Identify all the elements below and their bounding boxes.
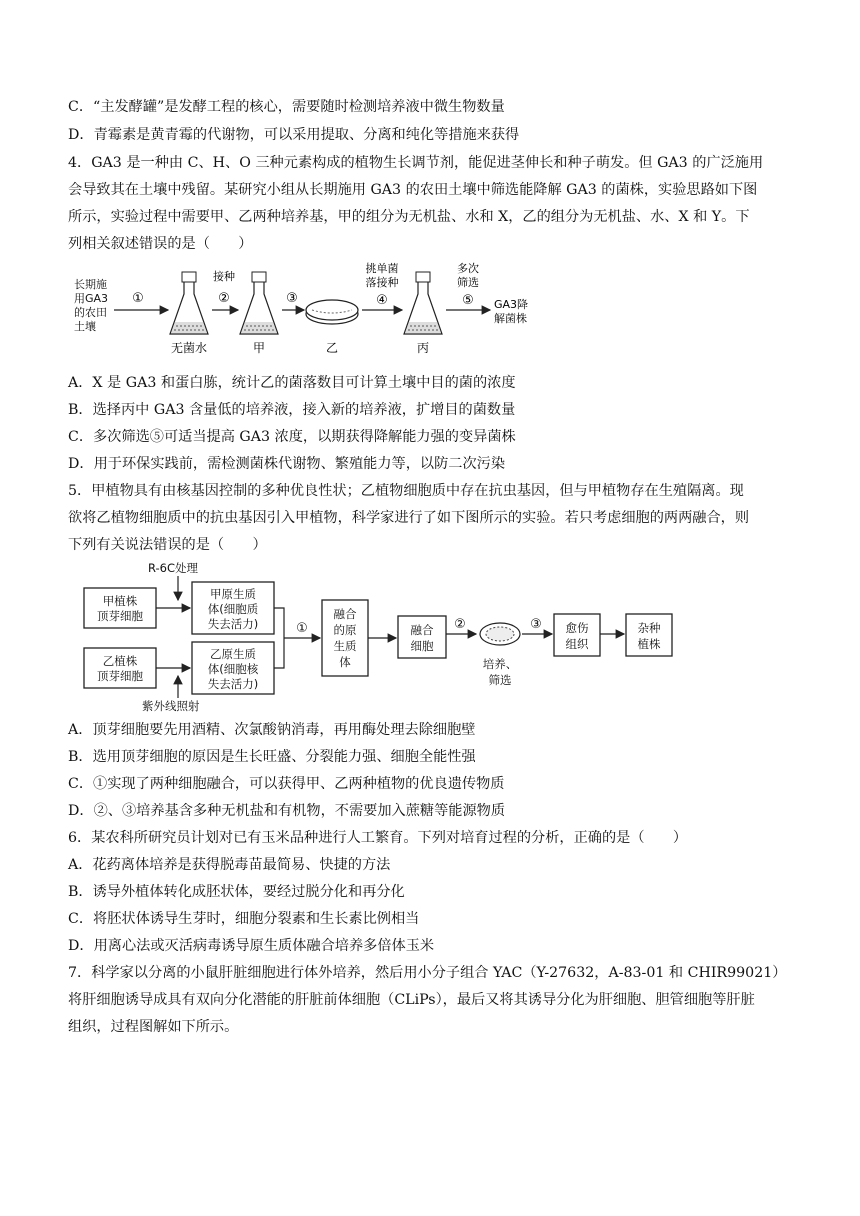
callus-label-2: 组织 [565,637,589,651]
q3-option-d: D．青霉素是黄青霉的代谢物，可以采用提取、分离和纯化等措施来获得 [68,127,520,143]
proto-b-label-3: 失去活力) [207,677,259,691]
proto-b-label-2: 体(细胞核 [207,662,259,676]
culture-label-2: 筛选 [488,673,512,687]
q7-stem-line-3: 组织，过程图解如下所示。 [68,1019,239,1035]
result-label-2: 解菌株 [494,312,527,325]
q4-stem-line-1: 4．GA3 是一种由 C、H、O 三种元素构成的植物生长调节剂，能促进茎伸长和种子萌发。但 GA3 的广泛施用 [68,155,764,171]
step-4-marker: ④ [376,293,388,308]
flask-1-label: 无菌水 [170,341,208,355]
q5-option-a: A．顶芽细胞要先用酒精、次氯酸钠消毒，再用酶处理去除细胞壁 [68,722,476,738]
flask-icon [170,272,208,334]
step-2-marker: ② [454,617,466,632]
fused-proto-label-2: 的原 [333,623,357,637]
q5-stem-line-2: 欲将乙植物细胞质中的抗虫基因引入甲植物，科学家进行了如下图所示的实验。若只考虑细胞的两两融合，则 [68,510,750,526]
step-2-marker: ② [218,291,230,306]
q6-option-b: B．诱导外植体转化成胚状体，要经过脱分化和再分化 [68,884,405,900]
fused-proto-label-3: 生质 [333,639,357,653]
fused-proto-label-1: 融合 [333,607,357,621]
flask-3-label: 丙 [416,341,430,355]
plant-b-label-2: 顶芽细胞 [97,669,143,683]
flask-icon [240,272,278,334]
fused-cell-label-2: 细胞 [410,639,434,653]
soil-label-3: 的农田 [74,306,107,319]
step-5-label-1: 多次 [457,262,479,275]
proto-a-label-1: 甲原生质 [210,587,256,601]
q5-option-c: C．①实现了两种细胞融合，可以获得甲、乙两种植物的优良遗传物质 [68,776,505,792]
culture-label-1: 培养、 [482,657,518,671]
step-3-marker: ③ [530,617,542,632]
step-5-marker: ⑤ [462,293,474,308]
q5-option-b: B．选用顶芽细胞的原因是生长旺盛、分裂能力强、细胞全能性强 [68,749,476,765]
soil-label-4: 土壤 [74,320,96,333]
q7-stem-line-2: 将肝细胞诱导成具有双向分化潜能的肝脏前体细胞（CLiPs），最后又将其诱导分化为肝细胞、胆管细胞等肝脏 [68,992,755,1008]
step-4-label-2: 落接种 [365,276,399,289]
dish-label: 乙 [325,341,339,355]
step-5-label-2: 筛选 [457,276,479,289]
q6-option-d: D．用离心法或灭活病毒诱导原生质体融合培养多倍体玉米 [68,938,435,954]
plant-b-label-1: 乙植株 [102,654,138,668]
callus-label-1: 愈伤 [565,621,589,635]
q4-experiment-figure [70,262,550,362]
flask-icon [404,272,442,334]
q4-stem-line-3: 所示，实验过程中需要甲、乙两种培养基，甲的组分为无机盐、水和 X，乙的组分为无机盐、水、X 和 Y。下 [68,209,750,225]
step-1-marker: ① [296,621,308,636]
proto-a-label-2: 体(细胞质 [207,602,259,616]
step-1-marker: ① [132,291,144,306]
q4-option-a: A．X 是 GA3 和蛋白胨，统计乙的菌落数目可计算土壤中目的菌的浓度 [68,375,516,391]
q4-option-d: D．用于环保实践前，需检测菌株代谢物、繁殖能力等，以防二次污染 [68,456,506,472]
q3-option-c: C．“主发酵罐”是发酵工程的核心，需要随时检测培养液中微生物数量 [68,99,505,115]
r6c-label: R-6C处理 [148,561,199,575]
plant-a-label-2: 顶芽细胞 [97,609,143,623]
q4-stem-line-2: 会导致其在土壤中残留。某研究小组从长期施用 GA3 的农田土壤中筛选能降解 GA3 的菌株，实验思路如下图 [68,182,758,198]
result-label-1: GA3降 [494,298,529,311]
soil-label-1: 长期施 [74,278,107,291]
step-2-label: 接种 [213,270,235,283]
uv-label: 紫外线照射 [142,699,200,712]
q4-option-b: B．选择丙中 GA3 含量低的培养液，接入新的培养液，扩增目的菌数量 [68,402,516,418]
petri-dish-icon [480,623,520,645]
proto-b-label-1: 乙原生质 [210,647,256,661]
plant-a-label-1: 甲植株 [102,594,138,608]
q5-fusion-figure [80,560,700,712]
q6-option-a: A．花药离体培养是获得脱毒苗最简易、快捷的方法 [68,857,391,873]
q5-stem-line-3: 下列有关说法错误的是（ ） [68,537,267,553]
hybrid-label-1: 杂种 [637,621,661,635]
flask-2-label: 甲 [252,341,266,355]
soil-label-2: 用GA3 [74,292,109,305]
q7-stem-line-1: 7．科学家以分离的小鼠肝脏细胞进行体外培养，然后用小分子组合 YAC（Y-27632，A-83-01 和 CHIR99021） [68,965,787,981]
step-3-marker: ③ [286,291,298,306]
fused-proto-label-4: 体 [339,655,351,669]
q5-stem-line-1: 5．甲植物具有由核基因控制的多种优良性状；乙植物细胞质中存在抗虫基因，但与甲植物存在生殖隔离。现 [68,483,744,499]
q4-option-c: C．多次筛选⑤可适当提高 GA3 浓度，以期获得降解能力强的变异菌株 [68,429,516,445]
q5-option-d: D．②、③培养基含多种无机盐和有机物，不需要加入蔗糖等能源物质 [68,803,506,819]
q6-option-c: C．将胚状体诱导生芽时，细胞分裂素和生长素比例相当 [68,911,420,927]
q6-stem: 6．某农科所研究员计划对已有玉米品种进行人工繁育。下列对培育过程的分析，正确的是（ ） [68,830,688,846]
hybrid-label-2: 植株 [637,637,661,651]
q4-stem-line-4: 列相关叙述错误的是（ ） [68,236,253,252]
petri-dish-icon [306,300,358,324]
fused-cell-label-1: 融合 [410,623,434,637]
step-4-label-1: 挑单菌 [365,262,399,275]
proto-a-label-3: 失去活力) [207,617,259,631]
